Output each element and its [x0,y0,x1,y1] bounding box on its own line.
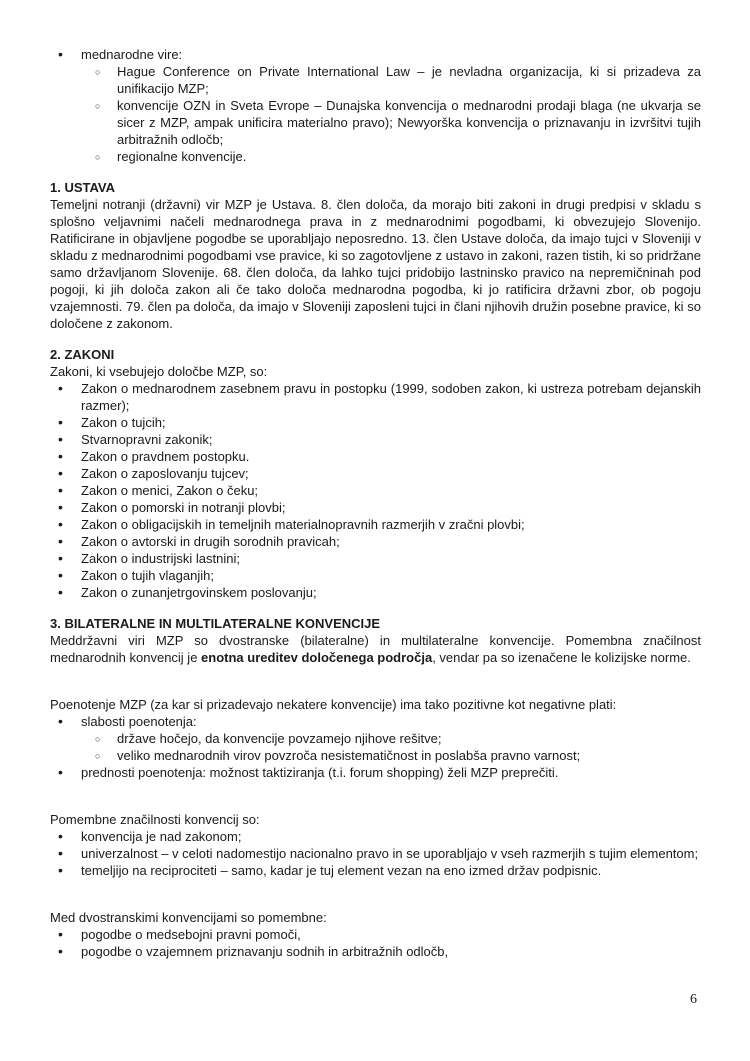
list-item: • Stvarnopravni zakonik; [50,431,701,448]
list-item: ○ regionalne konvencije. [81,148,701,165]
section-heading-ustava: 1. USTAVA [50,180,116,195]
konvencije-text-post: , vendar pa so izenačene le kolizijske norme. [432,650,691,665]
paragraph-zakoni-intro: Zakoni, ki vsebujejo določbe MZP, so: [50,364,268,379]
list-item: • Zakon o obligacijskih in temeljnih materialnopravnih razmerjih v zračni plovbi; [50,516,701,533]
list-item: • Zakon o tujih vlaganjih; [50,567,701,584]
page-number: 6 [690,992,697,1007]
list-item: • Zakon o industrijski lastnini; [50,550,701,567]
paragraph-dvostranske-intro: Med dvostranskimi konvencijami so pomembne: [50,910,327,925]
list-item: • Zakon o zunanjetrgovinskem poslovanju; [50,584,701,601]
paragraph-ustava: Temeljni notranji (državni) vir MZP je Ustava. 8. člen določa, da morajo biti zakoni in drugi predpisi v skladu s splošno veljavnimi načeli mednarodnega prava in z mednarodnimi pogodbami, ki obvezujejo Slovenijo. Ratificirane in objavljene pogodbe se uporabljajo neposredno. 13. člen Ustave določa, da imajo tujci v Sloveniji v skladu z mednarodnimi pogodbami vse pravice, ki so zagotovljene z ustavo in zakoni, razen tistih, ki so pridržane samo državljanom Slovenije. 68. člen določa, da lahko tujci pridobijo lastninsko pravico na nepremičninah pod pogoji, ki jih določa zakon ali če tako določa mednarodna pogodba, ki jo ratificira državni zbor, ob pogoju vzajemnosti. 79. člen pa določa, da imajo v Sloveniji zaposleni tujci in člani njihovih družin posebne pravice, ki so določene z zakonom. [50,197,701,331]
konvencije-text-pre: Meddržavni viri MZP so dvostranske (bilateralne) in multilateralne konvencije. Pomembna značilnost mednarodnih konvencij je [50,633,701,665]
intro-list-title: mednarodne vire: [81,47,183,62]
list-item: • Zakon o pravdnem postopku. [50,448,701,465]
list-item: ○ veliko mednarodnih virov povzroča nesistematičnost in poslabša pravno varnost; [81,747,701,764]
list-item: • Zakon o pomorski in notranji plovbi; [50,499,701,516]
slabosti-sublist [81,730,701,764]
list-item: ○ Hague Conference on Private International Law – je nevladna organizacija, ki si prizadeva za unifikacijo MZP; [81,63,701,97]
list-item: • Zakon o mednarodnem zasebnem pravu in postopku (1999, sodoben zakon, ki ustreza potrebam dejanskih razmer); [50,380,701,414]
section-heading-konvencije: 3. BILATERALNE IN MULTILATERALNE KONVENCIJE [50,616,381,631]
znacilnosti-list [50,828,701,879]
dvostranske-list [50,926,701,960]
list-item: ○ države hočejo, da konvencije povzamejo njihove rešitve; [81,730,701,747]
list-item: • temeljijo na reciprociteti – samo, kadar je tuj element vezan na eno izmed držav podpisnic. [50,862,701,879]
paragraph-poenotenje-intro: Poenotenje MZP (za kar si prizadevajo nekatere konvencije) ima tako pozitivne kot negativne plati: [50,697,617,712]
list-item: • pogodbe o vzajemnem priznavanju sodnih in arbitražnih odločb, [50,943,701,960]
list-item: • Zakon o zaposlovanju tujcev; [50,465,701,482]
slabosti-label: slabosti poenotenja: [81,714,197,729]
paragraph-konvencije [50,632,701,666]
intro-sublist [81,63,701,165]
list-item: ○ konvencije OZN in Sveta Evrope – Dunajska konvencija o mednarodni prodaji blaga (ne ukvarja se sicer z MZP, ampak unificira materialno pravo); Newyorška konvencija o priznavanju in izvršitvi tujih arbitražnih odločb; [81,97,701,148]
list-item: • konvencija je nad zakonom; [50,828,701,845]
konvencije-text-bold: enotna ureditev določenega področja [201,650,433,665]
list-item [50,713,701,764]
list-item [50,46,701,165]
zakoni-list [50,380,701,601]
section-heading-zakoni: 2. ZAKONI [50,347,115,362]
list-item: • Zakon o avtorski in drugih sorodnih pravicah; [50,533,701,550]
list-item: • univerzalnost – v celoti nadomestijo nacionalno pravo in se uporabljajo v vseh razmerjih s tujim elementom; [50,845,701,862]
document-content [50,46,701,960]
list-item: • prednosti poenotenja: možnost taktiziranja (t.i. forum shopping) želi MZP preprečiti. [50,764,701,781]
poenotenje-list [50,713,701,781]
paragraph-znacilnosti-intro: Pomembne značilnosti konvencij so: [50,812,260,827]
intro-list [50,46,701,165]
list-item: • Zakon o tujcih; [50,414,701,431]
list-item: • Zakon o menici, Zakon o čeku; [50,482,701,499]
list-item: • pogodbe o medsebojni pravni pomoči, [50,926,701,943]
